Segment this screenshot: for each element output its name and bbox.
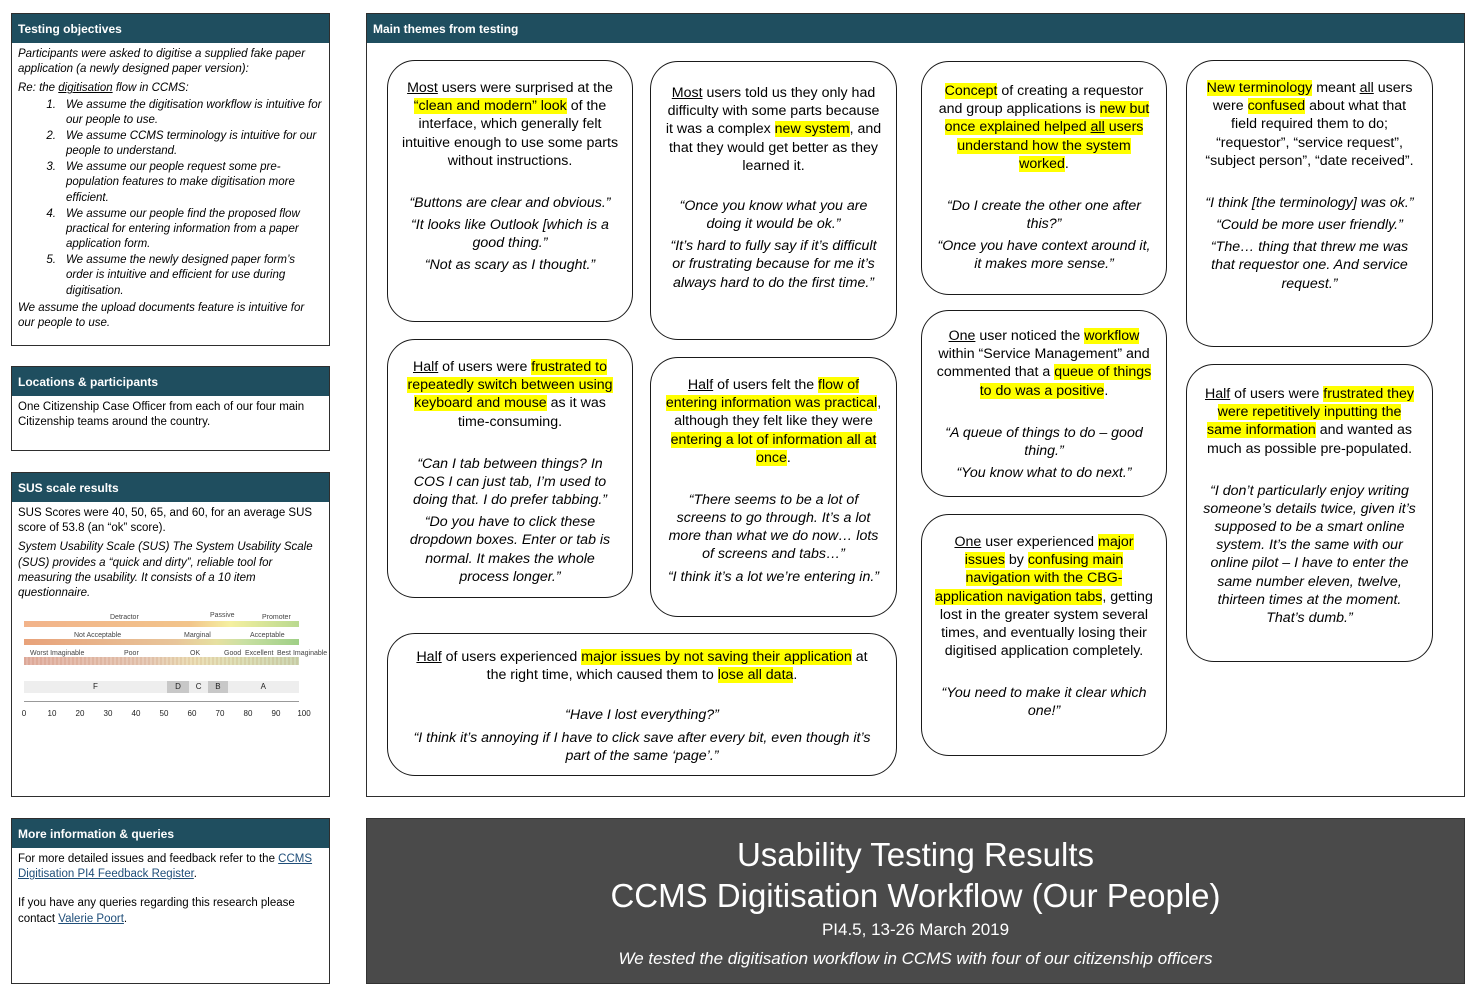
list-text: We assume the digitisation workflow is intuitive for our people to use. xyxy=(66,98,322,126)
text: at the right time, which caused them to xyxy=(486,649,868,684)
nps-band xyxy=(24,621,299,627)
quote: “I think it’s annoying if I have to click save after every bit, even though it’s part of the same ‘page’.” xyxy=(413,729,871,764)
objectives-re-line xyxy=(18,81,323,96)
list-text: We assume our people request some pre-population features to make digitisation more efficient. xyxy=(66,161,295,204)
quote: “It’s hard to fully say if it’s difficult or frustrating because for me it’s always hard to do the first time.” xyxy=(670,238,877,291)
theme-card xyxy=(921,61,1167,295)
theme-summary xyxy=(934,327,1154,400)
quote: “I think it’s a lot we’re entering in.” xyxy=(667,568,880,585)
sus-label-acceptable: Acceptable xyxy=(250,632,285,640)
axis-tick: 70 xyxy=(215,709,225,719)
panel-heading: Locations & participants xyxy=(12,367,329,396)
panel-heading: SUS scale results xyxy=(12,473,329,502)
theme-card xyxy=(921,514,1167,756)
highlight: “clean and modern” look xyxy=(413,98,567,115)
acceptability-band xyxy=(24,639,299,645)
theme-summary xyxy=(663,84,884,175)
list-text: We assume the newly designed paper form’s order is intuitive and efficient for use during digitisation. xyxy=(66,254,296,297)
list-item xyxy=(18,253,323,299)
theme-summary xyxy=(1199,79,1420,170)
more-info-paragraph xyxy=(18,852,323,882)
panel-heading: More information & queries xyxy=(12,819,329,848)
highlight: New terminology xyxy=(1206,80,1313,96)
quote: “Could be more user friendly.” xyxy=(1216,217,1403,234)
highlight: frustrated they were repetitively inputting the same information xyxy=(1206,386,1414,439)
text: about what that field required them to do; “requestor”, “service request”, “subject person”, “date received”. xyxy=(1205,98,1414,169)
text: . xyxy=(123,912,128,925)
text: users told us they only had difficulty with some parts because it was a complex xyxy=(665,85,880,138)
highlight: frustrated to repeatedly switch between using keyboard and mouse xyxy=(407,359,613,412)
theme-summary xyxy=(663,376,884,467)
sus-panel xyxy=(11,472,330,797)
sus-label-passive: Passive xyxy=(210,612,235,620)
report-subtitle: CCMS Digitisation Workflow (Our People) xyxy=(610,877,1221,914)
list-number: 1. xyxy=(46,98,56,111)
text: One xyxy=(948,328,976,344)
list-item xyxy=(18,98,323,128)
text: and wanted as much as possible pre-populated. xyxy=(1206,422,1413,457)
text: by xyxy=(1004,552,1028,569)
theme-card xyxy=(387,339,633,598)
highlight: confused xyxy=(1247,98,1306,115)
sus-axis xyxy=(24,701,299,702)
text: of creating a requestor and group applications is xyxy=(938,83,1144,118)
quote: “The… thing that threw me was that requestor one. And service request.” xyxy=(1210,239,1409,292)
highlight: entering a lot of information all at once xyxy=(670,431,877,466)
sus-label-not-acceptable: Not Acceptable xyxy=(74,632,122,640)
sus-label-ok: OK xyxy=(190,650,201,658)
text: Most xyxy=(407,80,438,96)
theme-card xyxy=(921,310,1167,497)
report-title: Usability Testing Results xyxy=(736,836,1095,873)
quote: “Can I tab between things? In COS I can just tab, I’m used to doing that. I do prefer tabbing.” xyxy=(412,455,608,509)
text: , getting lost in the greater system several times, and eventually losing their digitised application completely. xyxy=(939,588,1153,660)
highlight: workflow xyxy=(1084,328,1140,344)
theme-summary xyxy=(406,648,878,684)
panel-heading: Main themes from testing xyxy=(367,14,1464,43)
text: user noticed the xyxy=(975,328,1085,344)
quote: “I don’t particularly enjoy writing someone’s details twice, given it’s supposed to be a smart online system. It’s the same with our online pilot – I have to enter the same number eleven, twelve, thirteen times at the moment. That’s dumb.” xyxy=(1203,482,1416,626)
text: . xyxy=(793,667,798,684)
quote: “Once you have context around it, it makes more sense.” xyxy=(937,238,1151,273)
title-banner xyxy=(366,818,1465,984)
grade-d: D xyxy=(167,681,189,693)
theme-summary xyxy=(400,79,620,170)
axis-tick: 0 xyxy=(21,709,27,719)
quote: “It looks like Outlook [which is a good thing.” xyxy=(411,217,609,252)
text: within “Service Management” and commented that a xyxy=(936,346,1150,381)
report-date: PI4.5, 13-26 March 2019 xyxy=(821,920,1010,939)
re-prefix: Re: the xyxy=(18,82,59,95)
text: If you have any queries regarding this research please contact xyxy=(18,897,295,925)
text: . xyxy=(193,868,197,881)
locations-panel xyxy=(11,366,330,451)
list-number: 2. xyxy=(46,129,56,142)
text: of users were xyxy=(438,359,532,375)
highlight: lose all data xyxy=(717,667,794,684)
quote: “You know what to do next.” xyxy=(956,465,1132,482)
objectives-closing: We assume the upload documents feature is intuitive for our people to use. xyxy=(18,301,305,329)
list-item xyxy=(18,160,323,206)
report-tagline: We tested the digitisation workflow in CCMS with four of our citizenship officers xyxy=(618,949,1213,968)
quote: “Have I lost everything?” xyxy=(565,707,719,724)
sus-description: System Usability Scale (SUS) The System Usability Scale (SUS) provides a “quick and dirty”, reliable tool for measuring the usability. It consists of a 10 item questionnaire. xyxy=(18,541,313,599)
text: Most xyxy=(671,85,703,101)
text: user experienced xyxy=(981,534,1099,550)
quote: “Once you know what you are doing it would be ok.” xyxy=(679,197,868,233)
text: all xyxy=(1359,80,1374,96)
quote: “Not as scary as I thought.” xyxy=(424,257,596,274)
text: For more detailed issues and feedback refer to the xyxy=(18,853,279,865)
highlight: new but once explained helped xyxy=(944,101,1150,136)
locations-text: One Citizenship Case Officer from each of our four main Citizenship teams around the country. xyxy=(18,401,305,429)
text: Half xyxy=(416,649,442,665)
panel-heading: Testing objectives xyxy=(12,14,329,43)
text: One xyxy=(954,534,982,550)
sus-label-poor: Poor xyxy=(124,650,139,658)
highlight: major issues by not saving their application xyxy=(581,649,852,665)
sus-label-detractor: Detractor xyxy=(110,614,139,622)
digitisation-link[interactable]: digitisation xyxy=(58,82,113,95)
text: . xyxy=(1064,155,1069,172)
list-number: 4. xyxy=(46,207,56,220)
quote: “Do you have to click these dropdown boxes. Enter or tab is normal. It makes the whole process longer.” xyxy=(409,514,611,585)
highlight: users understand how the system worked xyxy=(957,119,1144,172)
highlight: all xyxy=(1090,119,1105,136)
sus-scores: SUS Scores were 40, 50, 65, and 60, for an average SUS score of 53.8 (an “ok” score). xyxy=(18,507,313,535)
theme-summary xyxy=(400,358,620,431)
axis-tick: 90 xyxy=(271,709,281,719)
text: of users experienced xyxy=(441,649,582,665)
more-info-panel xyxy=(11,818,330,984)
theme-summary xyxy=(934,82,1154,173)
text: users were xyxy=(1212,80,1413,115)
text: of the interface, which generally felt intuitive enough to use some parts without instructions. xyxy=(401,98,619,169)
theme-card xyxy=(1186,364,1433,662)
highlight: Concept xyxy=(944,83,998,99)
feedback-register-link[interactable]: CCMS Digitisation PI4 Feedback Register xyxy=(18,853,313,881)
theme-card xyxy=(1186,60,1433,347)
sus-label-worst: Worst Imaginable xyxy=(30,650,85,658)
theme-card xyxy=(387,60,633,322)
grade-bar xyxy=(24,681,299,693)
text: , although they felt like they were xyxy=(674,395,882,430)
text: Half xyxy=(687,377,714,393)
highlight: flow of entering information was practical xyxy=(665,377,878,412)
grade-b: B xyxy=(208,681,227,693)
theme-card xyxy=(387,633,897,776)
text: meant xyxy=(1312,80,1360,96)
highlight: major issues xyxy=(964,534,1134,569)
theme-summary xyxy=(1199,385,1420,458)
objectives-intro: Participants were asked to digitise a supplied fake paper application (a newly designed paper version): xyxy=(18,48,306,76)
highlight: confusing main navigation with the CBG-application navigation tabs xyxy=(935,552,1124,605)
list-text: We assume CCMS terminology is intuitive for our people to understand. xyxy=(66,129,317,158)
axis-tick: 40 xyxy=(131,709,141,719)
grade-c: C xyxy=(195,682,202,692)
testing-objectives-panel xyxy=(11,13,330,346)
text: of users felt the xyxy=(713,377,819,393)
axis-tick: 100 xyxy=(297,709,311,719)
list-number: 5. xyxy=(46,254,56,267)
axis-tick: 30 xyxy=(103,709,113,719)
theme-card xyxy=(650,61,897,340)
contact-paragraph xyxy=(18,896,323,926)
list-item xyxy=(18,207,323,253)
grade-f: F xyxy=(93,682,98,692)
text: Half xyxy=(413,359,439,375)
adjective-band-overlay xyxy=(24,657,299,665)
quote: “You need to make it clear which one!” xyxy=(941,685,1147,720)
axis-tick: 60 xyxy=(187,709,197,719)
re-suffix: flow in CCMS: xyxy=(112,82,189,95)
sus-label-promoter: Promoter xyxy=(262,614,291,622)
axis-tick: 20 xyxy=(75,709,85,719)
quote: “I think [the terminology] was ok.” xyxy=(1205,194,1414,211)
axis-tick: 50 xyxy=(159,709,169,719)
highlight: queue of things to do was a positive xyxy=(979,364,1152,399)
axis-tick: 80 xyxy=(243,709,253,719)
text: users were surprised at the xyxy=(437,80,613,96)
sus-label-good: Good xyxy=(224,650,242,658)
list-number: 3. xyxy=(46,161,56,174)
text: as it was time-consuming. xyxy=(457,395,606,430)
text: . xyxy=(1104,382,1109,399)
contact-link[interactable]: Valerie Poort xyxy=(58,912,124,925)
sus-scale-chart xyxy=(18,612,328,723)
theme-card xyxy=(650,357,897,617)
axis-tick: 10 xyxy=(47,709,57,719)
highlight: new system xyxy=(774,121,850,138)
text: of users were xyxy=(1230,386,1324,402)
sus-label-marginal: Marginal xyxy=(184,632,211,640)
sus-label-excellent: Excellent xyxy=(245,650,274,658)
quote: “There seems to be a lot of screens to go through. It’s a lot more than what we do now… lots of screens and tabs…” xyxy=(668,491,879,563)
grade-a: A xyxy=(260,682,266,692)
text: , and that they would get better as they learned it. xyxy=(668,121,882,174)
sus-label-best: Best Imaginable xyxy=(277,650,328,658)
list-item xyxy=(18,129,323,159)
list-text: We assume our people find the proposed flow practical for entering information from a paper application form. xyxy=(66,207,300,251)
text: Half xyxy=(1205,386,1231,402)
quote: “A queue of things to do – good thing.” xyxy=(945,424,1143,459)
text: . xyxy=(786,449,791,466)
theme-summary xyxy=(934,533,1154,660)
quote: “Do I create the other one after this?” xyxy=(946,197,1141,233)
assumptions-list xyxy=(18,98,323,299)
quote: “Buttons are clear and obvious.” xyxy=(409,194,611,211)
